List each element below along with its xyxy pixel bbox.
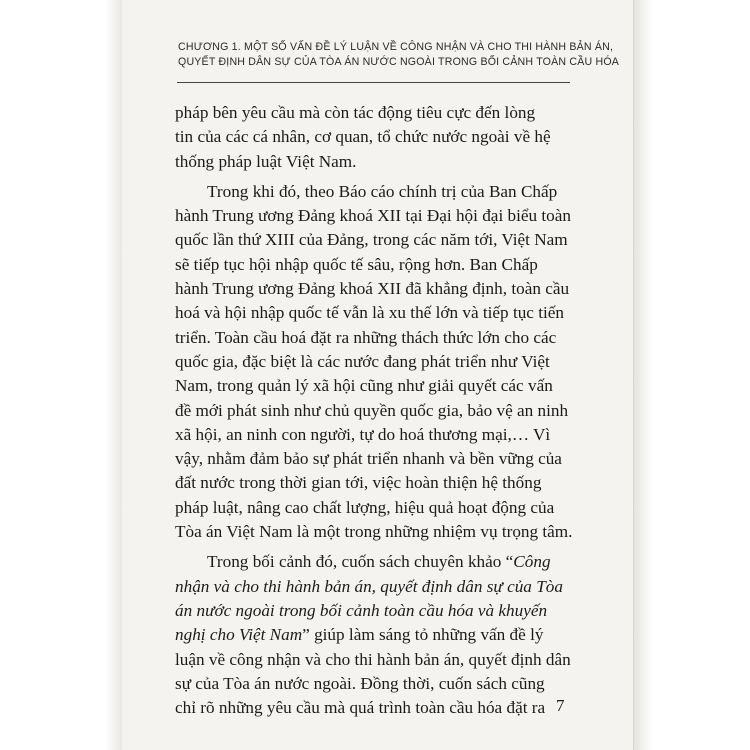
text-line [175, 623, 573, 647]
text-line: hành Trung ương Đảng khoá XII đã khẳng định, toàn cầu [175, 279, 570, 299]
text-line: sẽ tiếp tục hội nhập quốc tế sâu, rộng hơn. Ban Chấp [175, 254, 538, 274]
text-line [175, 550, 573, 574]
paragraph-2 [175, 180, 573, 544]
text-line: chỉ rõ những yêu cầu mà quá trình toàn cầu hóa đặt ra [175, 698, 546, 718]
text-line: đề mới phát sinh như chủ quyền quốc gia, bảo vệ an ninh [175, 400, 569, 420]
running-header-line-2: QUYẾT ĐỊNH DÂN SỰ CỦA TÒA ÁN NƯỚC NGOÀI TRONG BỐI CẢNH TOÀN CẦU HÓA [178, 56, 620, 68]
paragraph-3 [175, 550, 573, 720]
text-line: hoá và hội nhập quốc tế vẫn là xu thế lớn và tiếp tục tiến [175, 303, 565, 323]
text-line: tin của các cá nhân, cơ quan, tổ chức nước ngoài về hệ [175, 127, 551, 147]
book-title-text: nhận và cho thi hành bản án, quyết định dân sự của Tòa [175, 576, 563, 596]
paragraph-1 [175, 101, 573, 174]
text-line: pháp bên yêu cầu mà còn tác động tiêu cực đến lòng [175, 103, 536, 122]
text-line: vậy, nhằm đảm bảo sự phát triển nhanh và bền vững của [175, 449, 562, 469]
text-line: triển. Toàn cầu hoá đặt ra những thách thức lớn cho các [175, 327, 557, 347]
right-page-edge [634, 0, 652, 750]
text-line: Tòa án Việt Nam là một trong những nhiệm vụ trọng tâm. [175, 522, 573, 542]
page-number: 7 [556, 696, 565, 715]
text-line [175, 575, 573, 599]
body-text [175, 101, 573, 726]
text-line: xã hội, an ninh con người, tự do hoá thương mại,… Vì [175, 424, 551, 444]
text-line: Trong khi đó, theo Báo cáo chính trị của Ban Chấp [207, 181, 558, 201]
book-title-text: án nước ngoài trong bối cảnh toàn cầu hóa và khuyến [175, 600, 548, 620]
text-line: luận về công nhận và cho thi hành bản án, quyết định dân [175, 649, 571, 669]
text-line [175, 599, 573, 623]
text-run: Trong bối cảnh đó, cuốn sách chuyên khảo “ [207, 552, 514, 572]
text-line: Nam, trong quản lý xã hội cũng như giải quyết các vấn [175, 376, 553, 396]
left-page-edge [105, 0, 123, 750]
text-line: hành Trung ương Đảng khoá XII tại Đại hội đại biểu toàn [175, 206, 571, 226]
text-line: thống pháp luật Việt Nam. [175, 151, 357, 171]
text-run: ” giúp làm sáng tỏ những vấn đề lý [302, 625, 544, 645]
text-line: sự của Tòa án nước ngoài. Đồng thời, cuốn sách cũng [175, 673, 545, 693]
running-header [178, 40, 620, 70]
header-rule [177, 82, 570, 83]
book-title-text: Công [513, 552, 551, 572]
text-line: đất nước trong thời gian tới, việc hoàn thiện hệ thống [175, 473, 542, 493]
book-title-text: nghị cho Việt Nam [175, 625, 303, 645]
text-line: quốc gia, đặc biệt là các nước đang phát triển như Việt [175, 351, 550, 371]
text-line: quốc lần thứ XIII của Đảng, trong các năm tới, Việt Nam [175, 230, 568, 250]
running-header-line-1: CHƯƠNG 1. MỘT SỐ VẤN ĐỀ LÝ LUẬN VỀ CÔNG NHẬN VÀ CHO THI HÀNH BẢN ÁN, [178, 41, 614, 53]
text-line: pháp luật, nâng cao chất lượng, hiệu quả hoạt động của [175, 497, 555, 517]
